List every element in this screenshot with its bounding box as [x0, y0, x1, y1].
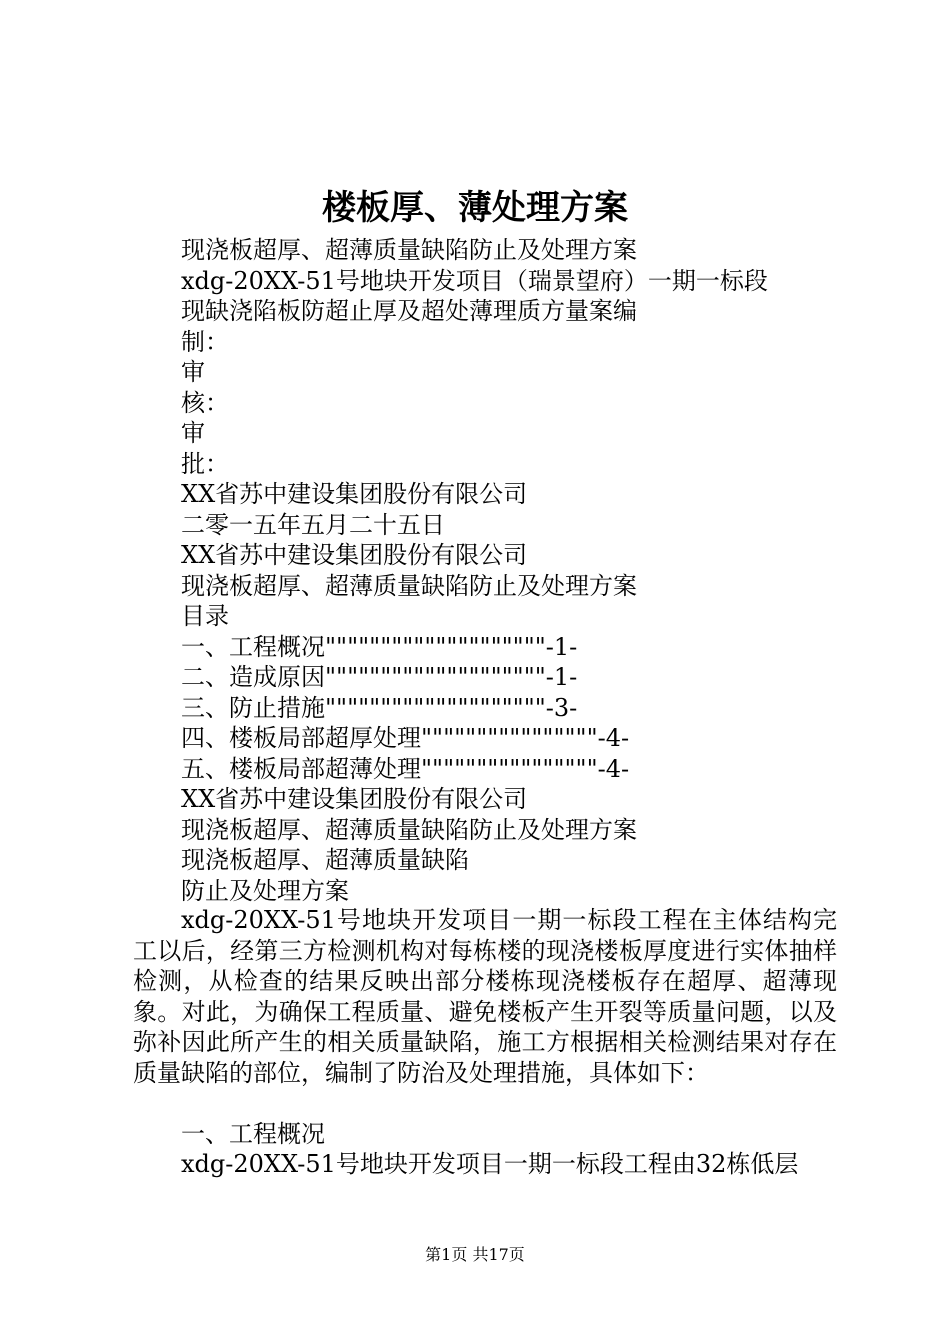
- section-heading: 一、工程概况: [181, 1120, 325, 1148]
- text-line: XX省苏中建设集团股份有限公司: [181, 785, 528, 813]
- document-title: 楼板厚、薄处理方案: [322, 188, 628, 228]
- text-line: 审: [181, 358, 205, 386]
- text-line: 现浇板超厚、超薄质量缺陷防止及处理方案: [181, 236, 637, 264]
- text-line: 防止及处理方案: [181, 876, 349, 905]
- text-line: XX省苏中建设集团股份有限公司: [181, 541, 528, 569]
- text-line: 现缺浇陷板防超止厚及超处薄理质方量案编: [181, 297, 637, 325]
- text-line: 二零一五年五月二十五日: [181, 510, 445, 539]
- text-line: 批：: [181, 449, 229, 478]
- toc-entry: 一、工程概况""""""""""""""""""""-1-: [181, 632, 578, 661]
- text-line: 现浇板超厚、超薄质量缺陷防止及处理方案: [181, 815, 637, 844]
- toc-entry: 五、楼板局部超薄处理""""""""""""""""-4-: [181, 754, 630, 783]
- text-line: 核：: [181, 388, 229, 417]
- toc-entry: 四、楼板局部超厚处理""""""""""""""""-4-: [181, 724, 630, 752]
- document-header-lines: [181, 235, 768, 906]
- body-paragraph-intro: xdg-20XX-51号地块开发项目一期一标段工程在主体结构完工以后，经第三方检测机构对每栋楼的现浇楼板厚度进行实体抽样检测，从检查的结果反映出部分楼栋现浇楼板存在超厚、超薄现象。对此，为确保工程质量、避免楼板产生开裂等质量问题，以及弥补因此所产生的相关质量缺陷，施工方根据相关检测结果对存在质量缺陷的部位，编制了防治及处理措施，具体如下：: [133, 906, 837, 1087]
- text-line: 现浇板超厚、超薄质量缺陷: [181, 846, 469, 874]
- text-line: 现浇板超厚、超薄质量缺陷防止及处理方案: [181, 571, 637, 600]
- text-line: xdg-20XX-51号地块开发项目（瑞景望府）一期一标段: [181, 266, 768, 295]
- toc-heading: 目录: [181, 602, 229, 630]
- body-paragraph-overview: xdg-20XX-51号地块开发项目一期一标段工程由32栋低层: [181, 1150, 799, 1178]
- toc-entry: 二、造成原因""""""""""""""""""""-1-: [181, 663, 578, 691]
- text-line: 制：: [181, 327, 229, 356]
- toc-entry: 三、防止措施""""""""""""""""""""-3-: [181, 693, 578, 722]
- text-line: XX省苏中建设集团股份有限公司: [181, 480, 528, 508]
- text-line: 审: [181, 419, 205, 447]
- page-footer: 第1页 共17页: [425, 1245, 525, 1264]
